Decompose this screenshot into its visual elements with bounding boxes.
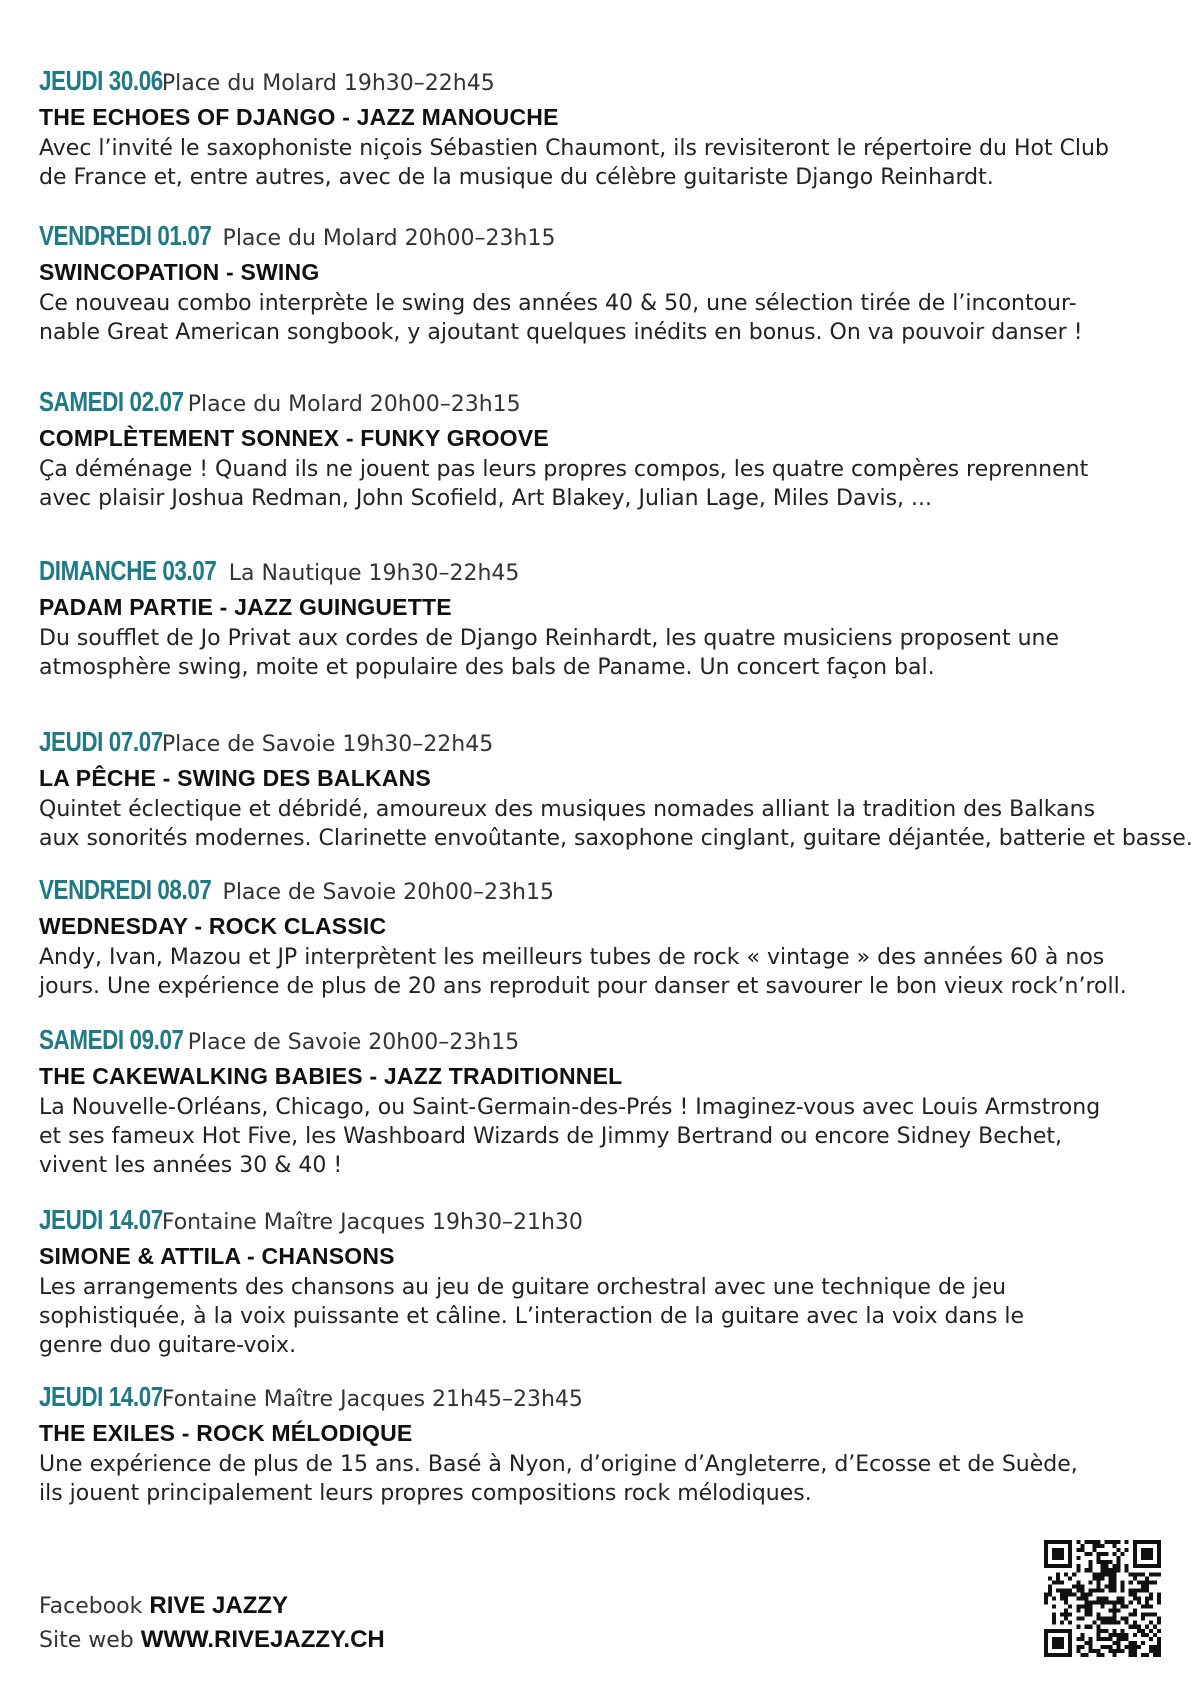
description-line: nable Great American songbook, y ajoutant quelques inédits en bonus. On va pouvoir danser ! (39, 320, 1083, 345)
event-header (39, 1381, 1169, 1417)
description-line: atmosphère swing, moite et populaire des bals de Paname. Un concert façon bal. (39, 655, 935, 680)
event-header (39, 726, 1169, 762)
event-description (39, 624, 1169, 682)
description-line: La Nouvelle-Orléans, Chicago, ou Saint-Germain-des-Prés ! Imaginez-vous avec Louis Armstrong (39, 1095, 1101, 1120)
facebook-link[interactable]: RIVE JAZZY (149, 1592, 289, 1619)
event-header (39, 386, 1169, 422)
event-block (39, 1381, 1169, 1508)
event-block (39, 726, 1193, 853)
website-label: Site web (39, 1628, 134, 1653)
event-block (39, 874, 1169, 1001)
description-line: Andy, Ivan, Mazou et JP interprètent les meilleurs tubes de rock « vintage » des années 60 à nos (39, 945, 1105, 970)
description-line: Les arrangements des chansons au jeu de guitare orchestral avec une technique de jeu (39, 1275, 1007, 1300)
event-date: VENDREDI 08.07 (39, 874, 212, 905)
event-place-time: Place du Molard 20h00–23h15 (187, 392, 521, 417)
event-place-time: Fontaine Maître Jacques 21h45–23h45 (161, 1387, 583, 1412)
event-date: DIMANCHE 03.07 (39, 555, 217, 586)
description-line: avec plaisir Joshua Redman, John Scofield, Art Blakey, Julian Lage, Miles Davis, ... (39, 486, 932, 511)
description-line: de France et, entre autres, avec de la musique du célèbre guitariste Django Reinhardt. (39, 165, 994, 190)
event-date: JEUDI 30.06 (39, 65, 163, 96)
facebook-label: Facebook (39, 1594, 143, 1619)
event-description (39, 289, 1169, 347)
description-line: Une expérience de plus de 15 ans. Basé à Nyon, d’origine d’Angleterre, d’Ecosse et de Suède, (39, 1452, 1078, 1477)
event-date: JEUDI 14.07 (39, 1381, 163, 1412)
website-link[interactable]: WWW.RIVEJAZZY.CH (140, 1626, 385, 1653)
event-date: SAMEDI 02.07 (39, 386, 184, 417)
description-line: jours. Une expérience de plus de 20 ans reproduit pour danser et savourer le bon vieux rock’n’roll. (39, 974, 1127, 999)
event-place-time: Place du Molard 20h00–23h15 (222, 226, 556, 251)
description-line: sophistiquée, à la voix puissante et câline. L’interaction de la guitare avec la voix dans le (39, 1304, 1025, 1329)
facebook-row (39, 1589, 385, 1623)
event-place-time: Place du Molard 19h30–22h45 (161, 71, 495, 96)
event-header (39, 1204, 1169, 1240)
footer (39, 1589, 385, 1657)
description-line: vivent les années 30 & 40 ! (39, 1153, 343, 1178)
event-date: VENDREDI 01.07 (39, 220, 212, 251)
event-header (39, 1024, 1169, 1060)
event-place-time: Place de Savoie 20h00–23h15 (222, 880, 554, 905)
event-title: PADAM PARTIE - JAZZ GUINGUETTE (39, 594, 452, 620)
event-block (39, 1204, 1169, 1360)
event-date: JEUDI 07.07 (39, 726, 163, 757)
event-description (39, 134, 1169, 192)
event-place-time: La Nautique 19h30–22h45 (228, 561, 520, 586)
description-line: et ses fameux Hot Five, les Washboard Wizards de Jimmy Bertrand ou encore Sidney Bechet, (39, 1124, 1062, 1149)
event-title: THE CAKEWALKING BABIES - JAZZ TRADITIONNEL (39, 1063, 623, 1089)
event-place-time: Place de Savoie 20h00–23h15 (187, 1030, 520, 1055)
event-title: THE ECHOES OF DJANGO - JAZZ MANOUCHE (39, 104, 559, 130)
event-header (39, 874, 1169, 910)
event-block (39, 220, 1169, 347)
event-description (39, 1450, 1169, 1508)
event-place-time: Place de Savoie 19h30–22h45 (161, 732, 494, 757)
event-block (39, 386, 1169, 513)
event-header (39, 65, 1169, 101)
event-title: WEDNESDAY - ROCK CLASSIC (39, 913, 387, 939)
event-title: LA PÊCHE - SWING DES BALKANS (39, 765, 431, 791)
event-block (39, 555, 1169, 682)
description-line: ils jouent principalement leurs propres compositions rock mélodiques. (39, 1481, 812, 1506)
event-date: SAMEDI 09.07 (39, 1024, 184, 1055)
description-line: Quintet éclectique et débridé, amoureux des musiques nomades alliant la tradition des Balkans (39, 797, 1096, 822)
qr-code-icon (1044, 1540, 1161, 1657)
event-date: JEUDI 14.07 (39, 1204, 163, 1235)
event-header (39, 555, 1169, 591)
event-title: SWINCOPATION - SWING (39, 259, 320, 285)
description-line: genre duo guitare-voix. (39, 1333, 297, 1358)
event-description (39, 1093, 1169, 1180)
description-line: Ça déménage ! Quand ils ne jouent pas leurs propres compos, les quatre compères reprennent (39, 457, 1089, 482)
event-title: COMPLÈTEMENT SONNEX - FUNKY GROOVE (39, 425, 549, 451)
event-description (39, 455, 1169, 513)
description-line: Avec l’invité le saxophoniste niçois Sébastien Chaumont, ils revisiteront le répertoire du Hot Club (39, 136, 1109, 161)
description-line: aux sonorités modernes. Clarinette envoûtante, saxophone cinglant, guitare déjantée, batterie et basse. (39, 826, 1193, 851)
event-block (39, 65, 1169, 192)
event-description (39, 1273, 1169, 1360)
description-line: Du soufflet de Jo Privat aux cordes de Django Reinhardt, les quatre musiciens proposent une (39, 626, 1059, 651)
website-row (39, 1623, 385, 1657)
event-header (39, 220, 1169, 256)
event-description (39, 795, 1193, 853)
description-line: Ce nouveau combo interprète le swing des années 40 & 50, une sélection tirée de l’incontour- (39, 291, 1077, 316)
event-description (39, 943, 1169, 1001)
event-title: THE EXILES - ROCK MÉLODIQUE (39, 1420, 413, 1446)
event-block (39, 1024, 1169, 1180)
event-title: SIMONE & ATTILA - CHANSONS (39, 1243, 395, 1269)
event-place-time: Fontaine Maître Jacques 19h30–21h30 (161, 1210, 583, 1235)
